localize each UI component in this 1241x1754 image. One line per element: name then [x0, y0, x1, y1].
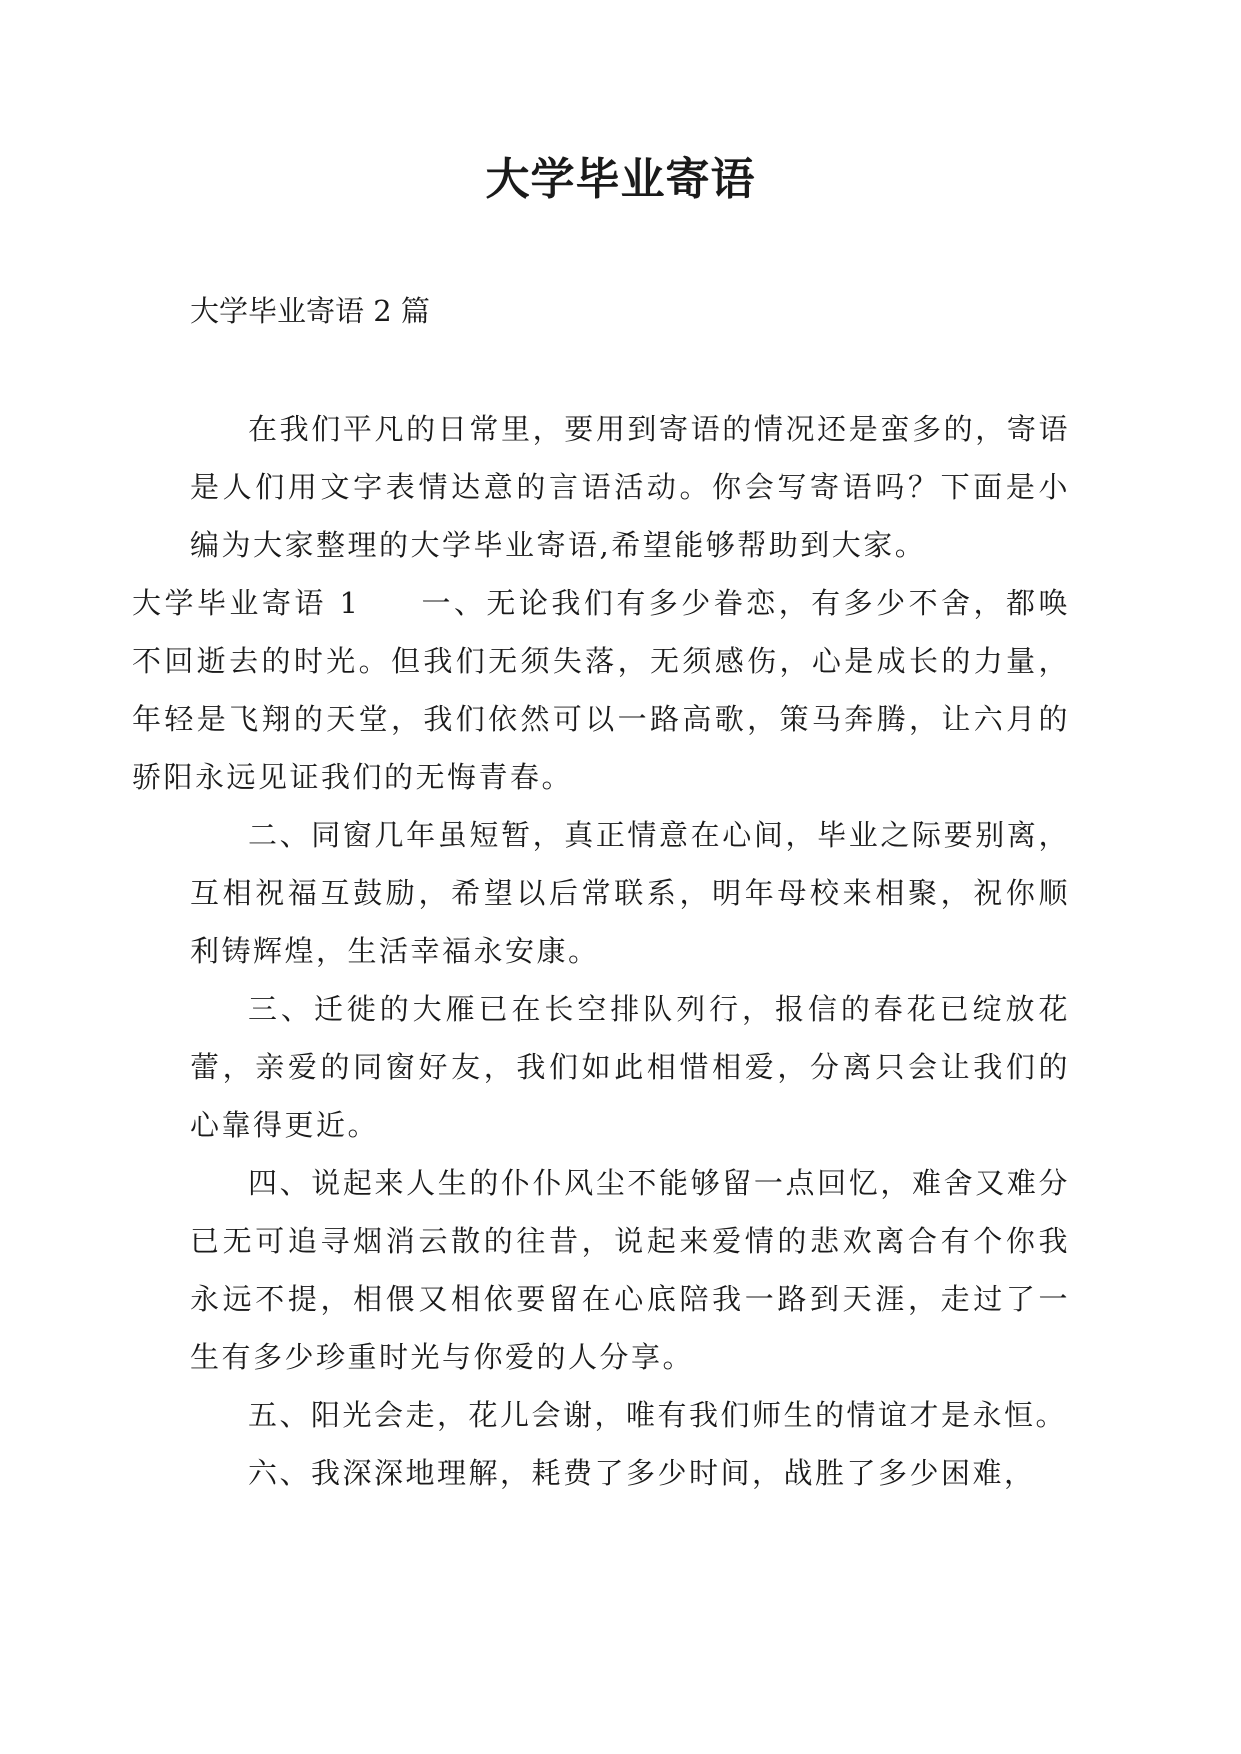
intro-paragraph	[132, 400, 1070, 806]
paragraph-4: 四、说起来人生的仆仆风尘不能够留一点回忆，难舍又难分已无可追寻烟消云散的往昔，说起来爱情的悲欢离合有个你我永远不提，相偎又相依要留在心底陪我一路到天涯，走过了一生有多少珍重时光与你爱的人分享。	[190, 1166, 1070, 1374]
document-subtitle: 大学毕业寄语 2 篇	[190, 294, 430, 328]
intro-text: 在我们平凡的日常里，要用到寄语的情况还是蛮多的，寄语是人们用文字表情达意的言语活动。你会写寄语吗？下面是小编为大家整理的大学毕业寄语,希望能够帮助到大家。	[190, 412, 1070, 562]
paragraph-2: 二、同窗几年虽短暂，真正情意在心间，毕业之际要别离，互相祝福互鼓励，希望以后常联系，明年母校来相聚，祝你顺利铸辉煌，生活幸福永安康。	[190, 818, 1070, 968]
document-title: 大学毕业寄语	[485, 154, 756, 205]
paragraph-6: 六、我深深地理解，耗费了多少时间，战胜了多少困难，	[248, 1456, 1036, 1490]
document-body	[132, 400, 1070, 1502]
section1-heading: 大学毕业寄语 1	[132, 586, 361, 620]
paragraph-3: 三、迁徙的大雁已在长空排队列行，报信的春花已绽放花蕾，亲爱的同窗好友，我们如此相惜相爱，分离只会让我们的心靠得更近。	[190, 992, 1070, 1142]
section1-line	[132, 574, 1070, 806]
paragraph-5: 五、阳光会走，花儿会谢，唯有我们师生的情谊才是永恒。	[248, 1398, 1068, 1432]
paragraph-1: 一、无论我们有多少眷恋，有多少不舍，都唤不回逝去的时光。但我们无须失落，无须感伤，心是成长的力量，年轻是飞翔的天堂，我们依然可以一路高歌，策马奔腾，让六月的骄阳永远见证我们的无悔青春。	[132, 586, 1070, 794]
